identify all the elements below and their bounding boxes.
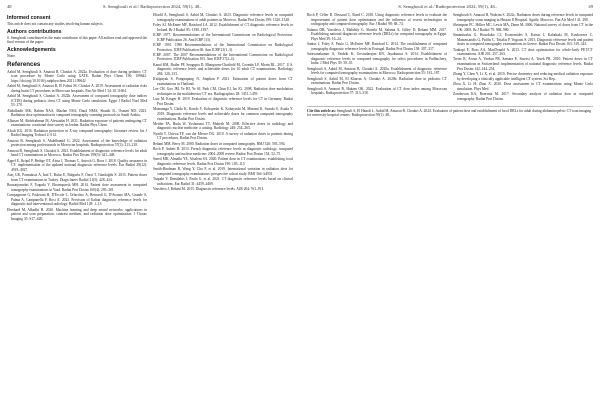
left-columns [7, 13, 293, 222]
reference-entry: ICRP. 1991. 1990 Recommendations of the International Commission on Radiological Protection. ICRP Publication 60. Ann ICRP 21(1–3). [153, 42, 293, 52]
right-columns [307, 13, 593, 102]
reference-entry: Semghouli S, Aabid M, El Kharras A, Choukri A. 2020b. Radiation dose in pediatric CT examinations. Radiat Prot Dosim. [307, 76, 447, 86]
authors-contributions-text: S. Semghouli contributed as the main contributor of this paper. All authors read and approved the final version of the paper. [7, 35, 147, 45]
informed-consent-heading: Informed consent [7, 15, 51, 21]
reference-entry: Ataç GK, Parmaksız A, İnal T, Bulur E, Bulgurlu F, Öncü T, Gündoğdu S. 2015. Patient doses from CT examinations in Turkey. Diagn Interv Radiol 21(5): 428–434. [7, 173, 147, 182]
reference-entry: Lutz M, Kruger H. 2019. Evaluation of diagnostic reference levels for CT in Germany. Radiat Prot Dosim. [153, 97, 293, 106]
left-running-title: S. Semghouli et al./ Radioprotection 2024, 59(1), 48– [102, 4, 202, 9]
reference-entry: Aabid M, Semghouli S, Choukri A. 2022b. Assessment of computed tomography dose indices (CTDI) during pediatric chest CT using Monte Carlo simulation. Egypt J Radiol Nucl Med 53: 270. [7, 94, 147, 108]
reference-entry: Bouzarjomehri F, Tsapaki V, Ehrampoosh MH. 2014. Patient dose assessment in computed tomography examinations in Yazd. Radiat Prot Dosim 160(4): 295–301. [7, 183, 147, 192]
left-column-2 [153, 13, 293, 222]
reference-entry: Rehani MM, Berry M. 2000. Radiation doses in computed tomography. BMJ 320: 593–594. [153, 141, 286, 146]
reference-entry: Smith-Bindman R, Wang Y, Chu P, et al. 2019. International variation in radiation dose for computed tomography examinations: prospective cohort study. BMJ 364: k4931. [153, 167, 293, 176]
reference-entry: Semghouli S, Amaoui B, Wakrim S. 2022c. Radiation doses during reference levels in computed tomography scans imaging in Hassan II Hospital, Agadir, Morocco. Pan Afr Med J 41: 290. [453, 13, 593, 22]
reference-entry: Roch P, Aubert B. 2013. French diagnostic reference levels in diagnostic radiology, computed tomography and nuclear medicine: 2004–2008 review. Radiat Prot Dosim 154: 52–75. [153, 147, 293, 156]
reference-entry: ICRP. 1977. Recommendations of the International Commission on Radiological Protection. ICRP Publication 26. Ann ICRP 1(3). [153, 32, 293, 42]
right-running-head [307, 4, 593, 11]
reference-entry: Elfadil A, Semghouli S, Aabid M, Choukri A. 2023. Diagnostic reference levels in computed tomography examinations of adult patients in Morocco. Radiat Prot Dosim 199: 1320–1328. [153, 13, 293, 22]
reference-entry: Saravanakumar A, Vaideki K, Govindarajan KN, Jayakumar S. 2014. Establishment of diagnostic reference levels in computed tomography for select procedures in Pudhuchery, India. J Med Phys 39: 50–55. [307, 52, 447, 66]
reference-entry: Kittipayak S, Pongnapang N, Jiraphan P. 2021. Estimation of patient doses from CT examinations in Thailand. [153, 77, 293, 86]
reference-entry: Matsunaga Y, Chida K, Kondo Y, Kobayashi K, Kobayashi M, Minami K, Suzuki S, Asada Y. 2019. Diagnostic reference levels and achievable doses for common computed tomography examinations. Radiat Prot Dosim. [153, 107, 293, 121]
reference-entry: Lee CH, Goo JM, Ye HJ, Ye SJ, Park CM, Chun EJ, Im JG. 2008. Radiation dose modulation techniques in the multidetector CT era. Radiographics 28: 1451–1459. [153, 87, 293, 96]
right-page-number: 49 [588, 4, 593, 9]
reference-entry: Roch P, Célier D, Dessaud C, Etard C. 2018. Using diagnostic reference levels to evaluate the improvement of patient dose optimisation and the influence of recent technologies in radiography and computed tomography. Eur J Radiol 98: 68–74. [307, 13, 447, 27]
reference-entry: Saeed MK, Almalki YE, Alsalem SA. 2020. Patient dose in CT examinations: establishing local diagnostic reference levels. Radiat Prot Dosim 190: 105–115. [153, 157, 293, 166]
reference-entry: Alsafi KG. 2016. Radiation protection in X-ray computed tomography: literature review. Int J Radiol Imaging Technol 2: 014. [7, 128, 147, 138]
reference-entry: Compagnone G, Padovani R, D'Ercole L, Orlacchio A, Bernardi G, D'Avanzo MA, Grande S, Palma A, Campanella F, Rosi A. 2023. Provision of Italian diagnostic reference levels for diagnostic and interventional radiology. Radiol Med 128: 1–13. [7, 193, 147, 207]
reference-entry: Treier R, Aroua A, Verdun FR, Samara E, Stuessi A, Trueb PR. 2010. Patient doses in CT examinations in Switzerland: implementation of national diagnostic reference levels. Radiat Prot Dosim 142: 244–254. [453, 57, 593, 71]
reference-entry: Semghouli S, Amaoui B, Hakam OK. 2022. Evaluation of CT dose index among Moroccan hospitals. Radioprotection 57: 313–318. [307, 86, 447, 96]
reference-entry: ICRP. 2007. The 2007 Recommendations of the International Commission on Radiological Protection. ICRP Publication 103. Ann ICRP 37(2–4). [153, 52, 293, 62]
reference-entry: Amaoui B, Semghouli S, Abdelhamid G. 2022. Assessment of the knowledge of radiation protection among professionals in Moroccan hospitals. Radioprotection 57(3): 213–218. [7, 138, 147, 148]
acknowledgements-heading: Acknowledgements [7, 46, 56, 53]
right-col2-reference-list [453, 13, 593, 101]
left-col1-reference-list [7, 70, 147, 222]
reference-entry: Shrimpton PC, Hillier MC, Lewis MA, Dunn M. 2006. National survey of doses from CT in the UK: 2003. Br J Radiol 79: 968–980. [453, 22, 593, 32]
reference-entry: Amaoui B, Semghouli S, Choukri A. 2023. Establishment of diagnostic reference levels for adult head CT examinations in Morocco. Radiat Prot Dosim 199(5): 441–448. [7, 148, 147, 158]
right-page [300, 0, 600, 400]
right-running-title: S. Semghouli et al./ Radioprotection 2024, 59(1), 48– [398, 4, 498, 9]
citation-text: Semghouli S, El Hamdi L, Aabid M, Amaoui B, Choukri A. 2024. Evaluation of patient dose and establishment of local DRLs for adult during abdominopelvic CT scan imaging for university hospital centers. Radioprotection 59(1): 48– [307, 108, 592, 118]
references-heading: References [7, 61, 41, 69]
reference-entry: Nyathi T, Chirwa TF, van der Merwe DG. 2010. A survey of radiation doses to patients during CT procedures. Radiat Prot Dosim. [153, 131, 293, 141]
left-col2-reference-list [153, 13, 293, 192]
reference-entry: Zhou X, Li H, Zhao X. 2020. Dose assessment in CT examinations using Monte Carlo simulation. Phys Med. [453, 82, 593, 91]
reference-entry: Abdulkadir MK, Rahim NAA, Mazlan NSA, Daud NMA, Shuaib IL, Osman ND. 2023. Radiation dose optimization in computed tomography scanning protocols in Saudi Arabia. [7, 108, 147, 118]
citation-box [307, 106, 593, 118]
reference-entry: Foley SJ, McEntee MF, Rainford LA. 2012. Establishment of CT diagnostic reference levels in Ireland. Br J Radiol 85: 1390–1397. [153, 22, 293, 32]
reference-entry: Santos J, Foley S, Paulo G, McEntee MF, Rainford L. 2014. The establishment of computed tomography diagnostic reference levels in Portugal. Radiat Prot Dosim 158: 307–317. [307, 42, 447, 51]
right-col1-reference-list [307, 13, 447, 96]
left-column-1 [7, 13, 147, 222]
reference-entry: Zhang Y, Chen Y, Li X, et al. 2019. Precise dosimetry and reducing medical radiation exposure by developing a clinically applicable intelligent CT system. Sci Rep. [453, 72, 593, 81]
reference-entry: Tsapaki V, Damilakis J, Paulo G, et al. 2021. CT diagnostic reference levels based on clinical indications. Eur Radiol 31: 4459–4469. [153, 177, 293, 186]
reference-entry: Kanal KM, Butler PF, Sengupta D, Bhargavan-Chatfield M, Coombs LP, Morin RL. 2017. U.S. diagnostic reference levels and achievable doses for 10 adult CT examinations. Radiology 284: 120–133. [153, 62, 293, 77]
reference-entry: Aabid M, Semghouli S, Amaoui B, El Fahssi M, Choukri A. 2019. Assessment of radiation risks during brain CT procedures in Moroccan hospitals. Pan Afr Med J 34: 10.11604. [7, 84, 147, 93]
left-page-number: 48 [7, 4, 12, 9]
informed-consent-text: This article does not contain any studies involving human subjects. [7, 22, 104, 27]
reference-entry: Tonkopi E, Ross AA, MacDonald A. 2013. CT dose optimization for whole-body PET/CT examinations. AJR 201: 257–263. [453, 47, 593, 57]
citation-label: Cite this article as: [307, 108, 336, 113]
reference-entry: Semghouli S, Aabid M, Amaoui B, Choukri A. 2020a. Establishment of diagnostic reference levels for computed tomography examinations in Morocco. Radioprotection 55: 181–187. [307, 66, 447, 76]
left-running-head [7, 4, 293, 11]
right-column-1 [307, 13, 447, 102]
reference-entry: Salama DH, Vassileva J, Mahdaly G, Shawki M, Salama A, Gilley D, Rehani MM. 2017. Establishing national diagnostic reference levels (DRLs) for computed tomography in Egypt. Phys Med 39: 16–24. [307, 27, 447, 41]
reference-entry: Simantirakis G, Hourdakis CJ, Economides S, Kaisas I, Kalathaki M, Koukorava C, Manousaridis G, Pafilis C, Tritakis P, Vogiatzi S. 2015. Diagnostic reference levels and patient doses in computed tomography examinations in Greece. Radiat Prot Dosim 163: 319–324. [453, 32, 593, 47]
acknowledgements-text: None. [7, 53, 16, 58]
reference-entry: Vassileva J, Rehani M. 2015. Diagnostic reference levels. AJR 204: W1–W3. [153, 187, 265, 192]
reference-entry: Mettler FA, Huda W, Yoshizumi TT, Mahesh M. 2008. Effective doses in radiology and diagnostic nuclear medicine: a catalog. Radiology 248: 254–263. [153, 121, 293, 131]
reference-entry: Alhasan M, Abdelrahman M, Alewaidat H. 2021. Radiation exposure of patients undergoing CT examinations: a national dose survey in Jordan. Radiat Phys Chem. [7, 118, 147, 128]
authors-contributions-heading: Authors contributions [7, 28, 62, 35]
right-column-2 [453, 13, 593, 102]
reference-entry: Appel E, Kröpil P, Bethge OT, Aissa J, Thomas C, Antoch G, Boos J. 2018. Quality assurance in CT: implementation of the updated national diagnostic reference levels. Eur Radiol 28(12): 4919–4927. [7, 158, 147, 172]
reference-entry: Aabid M, Semghouli S, Amaoui B, Choukri A. 2022a. Evaluation of dose during pediatric CT scan procedure by Monte Carlo using GATE. Radiat Phys Chem 190: 109642. https://doi.org/10.1016/j.radphyschem.2021.109642 [7, 69, 147, 83]
reference-entry: Zondervan KA, Boersma M. 2017. Secondary analysis of radiation dose in computed tomography. Radiat Prot Dosim. [453, 91, 593, 101]
reference-entry: Eberhard M, Alkadhi H. 2020. Machine learning and deep neural networks: applications in patient and scan preparation, contrast medium, and radiation dose optimization. J Thorac Imaging 35: S17–S20. [7, 207, 147, 221]
